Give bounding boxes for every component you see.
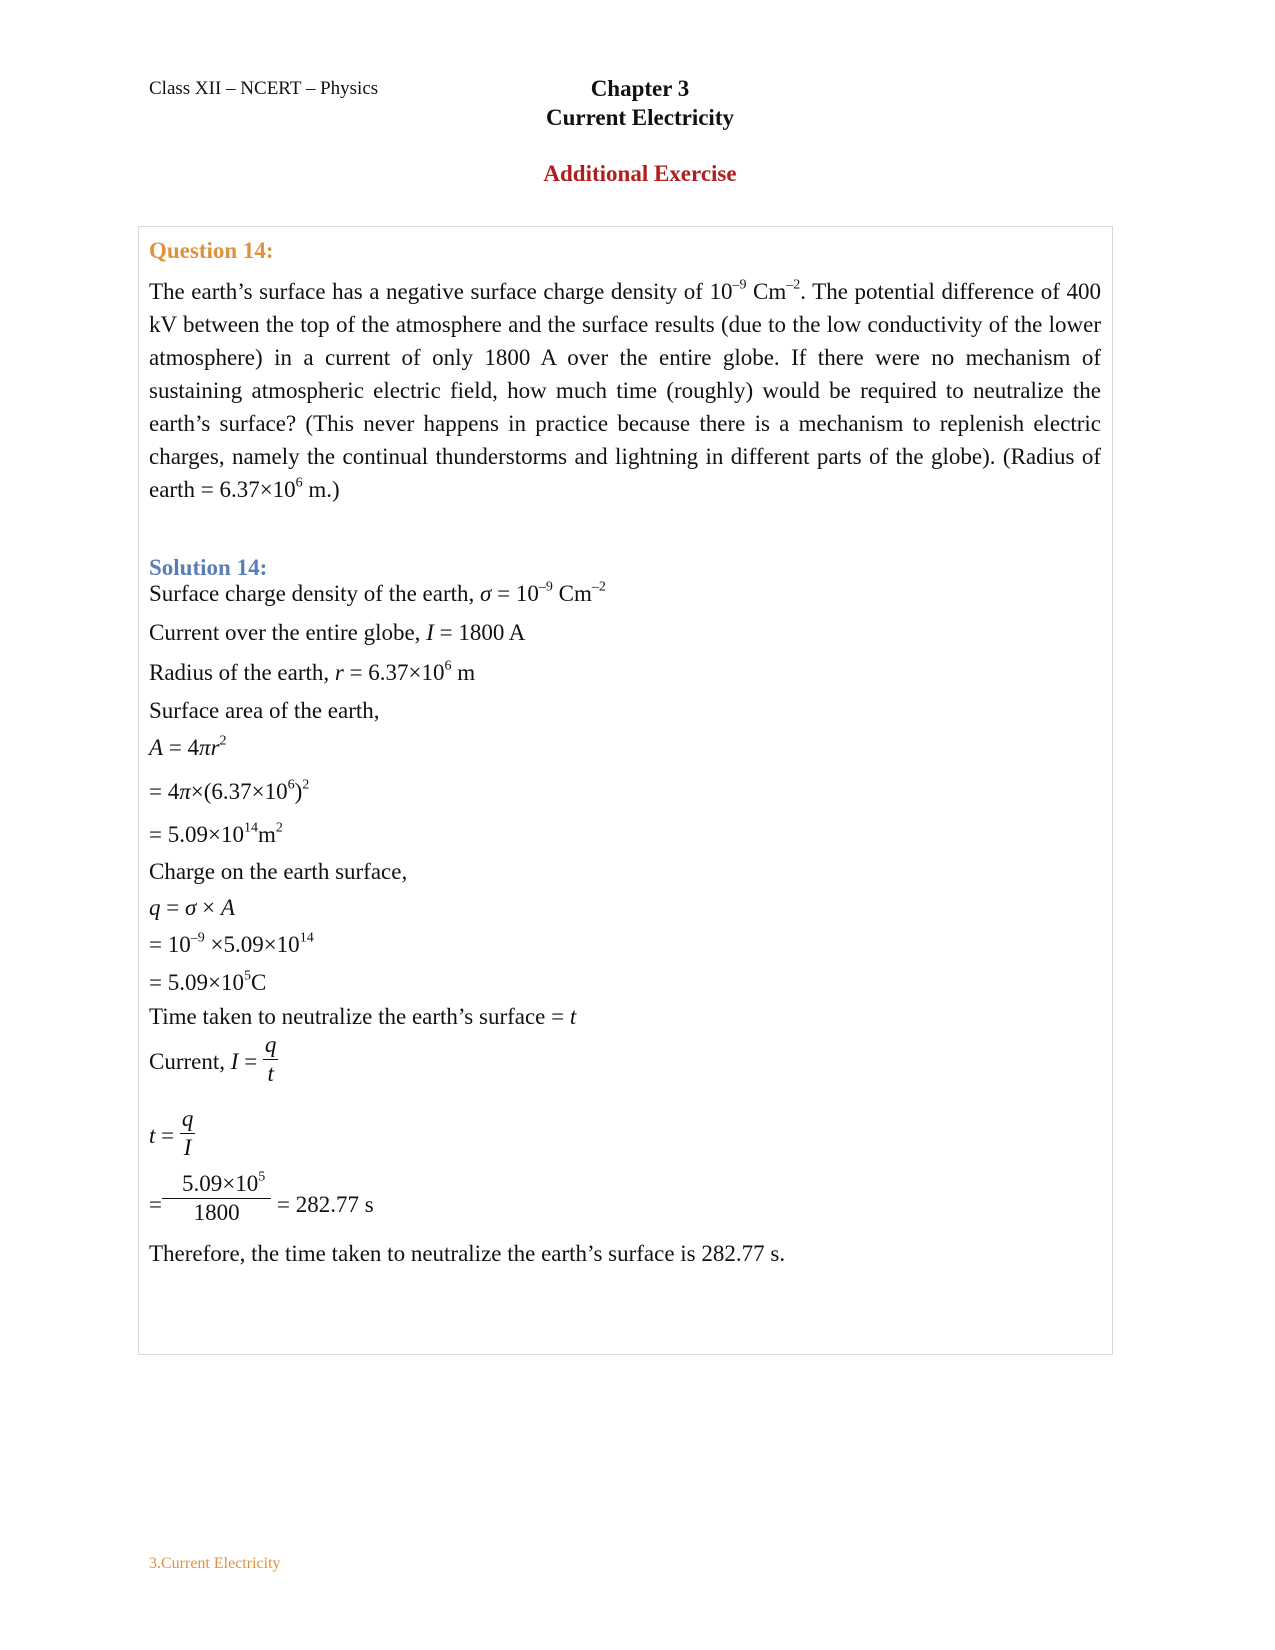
denominator: t: [267, 1061, 274, 1086]
denominator: I: [183, 1135, 192, 1160]
math: ): [294, 779, 303, 804]
superscript: 14: [243, 820, 258, 836]
solution-line-time-result: [149, 1169, 374, 1234]
superscript: –2: [591, 579, 606, 595]
numerator: q: [180, 1106, 196, 1134]
solution-line-area-result: [149, 822, 283, 848]
math: =: [149, 1191, 162, 1217]
math: = 6.37×10: [343, 660, 445, 685]
superscript: 6: [287, 777, 295, 793]
variable: A: [220, 895, 235, 920]
variable: I: [426, 620, 434, 645]
solution-line-charge-density: [149, 581, 606, 607]
superscript: 2: [219, 733, 227, 749]
solution-line-radius: [149, 660, 475, 686]
superscript: 5: [258, 1169, 266, 1185]
exercise-title: Additional Exercise: [543, 161, 737, 186]
solution-line-time-label: [149, 1004, 576, 1030]
numerator: [162, 1171, 271, 1199]
solution-label: Solution 14:: [149, 555, 268, 580]
solution-line-time-formula: [149, 1106, 195, 1165]
footer-chapter-label: 3.Current Electricity: [149, 1555, 281, 1572]
variable: I: [230, 1048, 239, 1074]
solution-conclusion: Therefore, the time taken to neutralize the earth’s surface is 282.77 s.: [149, 1241, 786, 1266]
chapter-heading: [400, 74, 880, 132]
solution-line-charge-formula: [149, 895, 235, 921]
superscript: –9: [538, 579, 553, 595]
math: = 1800 A: [433, 620, 526, 645]
math: ×5.09×10: [204, 932, 300, 957]
solution-line-current: [149, 620, 525, 646]
chapter-number: Chapter 3: [590, 76, 690, 101]
variable: t: [569, 1004, 577, 1029]
math: = 282.77 s: [271, 1191, 374, 1217]
superscript: 6: [444, 658, 452, 674]
math: m: [451, 660, 476, 685]
math: = 5.09×10: [149, 970, 244, 995]
math: C: [250, 970, 267, 995]
question-text: [149, 275, 1101, 506]
question-text-part: Cm: [746, 279, 787, 304]
sigma-symbol: σ: [480, 581, 492, 606]
solution-line-charge-substitution: [149, 932, 314, 958]
math: = 10: [491, 581, 539, 606]
superscript: 2: [302, 777, 310, 793]
superscript: 6: [295, 475, 303, 491]
pi-symbol: π: [179, 779, 191, 804]
class-label: Class XII – NCERT – Physics: [149, 78, 379, 99]
question-text-part: m.): [302, 477, 340, 502]
fraction: [263, 1032, 279, 1087]
math: =: [551, 1004, 570, 1029]
question-text-part: The earth’s surface has a negative surface charge density of 10: [149, 279, 733, 304]
numerator: q: [263, 1032, 279, 1060]
math: =: [238, 1048, 263, 1074]
question-text-part: . The potential difference of 400 kV between the top of the atmosphere and the surface results (due to the low conductivity of the lower atmosphere) in a current of only 1800 A over the entire globe. If there were no mechanism of sustaining atmospheric electric field, how much time (roughly) would be required to neutralize the earth’s surface? (This never happens in practice because there is a mechanism to replenish electric charges, namely the continual thunderstorms and lightning in different parts of the globe). (Radius of earth = 6.37×10: [149, 279, 1101, 502]
math: = 4: [149, 779, 180, 804]
math: = 4: [163, 735, 200, 760]
variable: A: [149, 735, 164, 760]
math: = 5.09×10: [149, 822, 244, 847]
text: Current over the entire globe,: [149, 620, 427, 645]
variable: t: [149, 1122, 156, 1148]
text: Time taken to neutralize the earth’s surface: [149, 1004, 552, 1029]
superscript: 14: [299, 930, 314, 946]
variable: r: [334, 660, 344, 685]
math: Cm: [552, 581, 592, 606]
superscript: –2: [786, 277, 801, 293]
superscript: 5: [243, 968, 251, 984]
solution-line-current-formula: [149, 1032, 278, 1091]
solution-line-charge-label: Charge on the earth surface,: [149, 859, 408, 884]
text: Surface charge density of the earth,: [149, 581, 481, 606]
math: m: [257, 822, 276, 847]
variable: q: [149, 895, 161, 920]
solution-line-charge-result: [149, 970, 266, 996]
sigma-symbol: σ: [184, 895, 197, 920]
math: = 10: [149, 932, 191, 957]
superscript: 2: [275, 820, 283, 836]
superscript: –9: [732, 277, 747, 293]
solution-line-area-formula: [149, 735, 227, 761]
chapter-title: Current Electricity: [546, 105, 734, 130]
math: 5.09×10: [181, 1171, 259, 1196]
text: Radius of the earth,: [149, 660, 335, 685]
superscript: –9: [190, 930, 205, 946]
text: Current,: [149, 1048, 231, 1074]
math: ×: [196, 895, 221, 920]
denominator: 1800: [193, 1200, 240, 1225]
math: =: [160, 895, 185, 920]
math: ×(6.37×10: [190, 779, 288, 804]
variable: πr: [199, 735, 220, 760]
fraction: [180, 1106, 196, 1161]
fraction: [162, 1171, 271, 1226]
question-label: Question 14:: [149, 238, 274, 263]
math: =: [155, 1122, 180, 1148]
solution-line-surface-area-label: Surface area of the earth,: [149, 698, 380, 723]
solution-line-area-substitution: [149, 779, 309, 805]
